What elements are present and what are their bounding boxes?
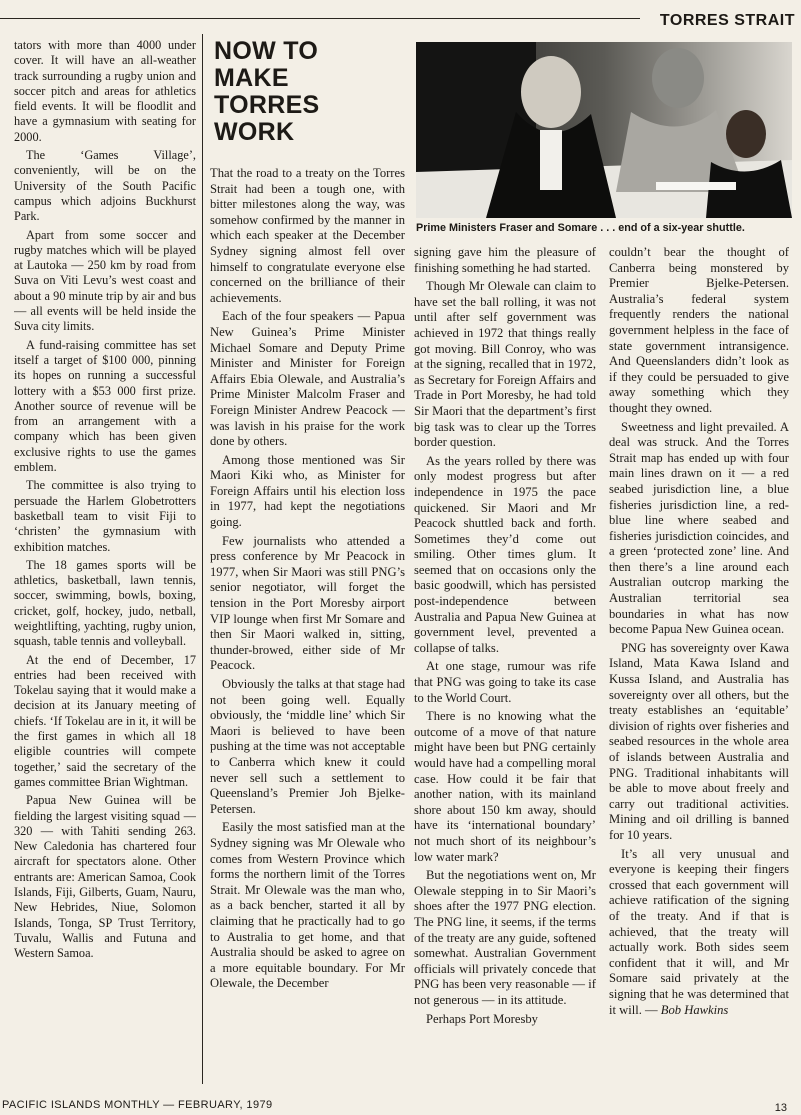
column-divider (202, 34, 203, 1084)
paragraph: Papua New Guinea will be fielding the largest visiting squad — 320 — with Tahiti sending 263. New Caledonia has chartered four aircraft for spectators alone. Other entrants are: American Samoa, Cook Islands, Fiji, Gilberts, Guam, Nauru, New Hebrides, Niue, Solomon Islands, Tonga, SP Trust Territory, Tuvalu, Wallis and Futuna and Western Samoa. (14, 793, 196, 961)
column-2 (210, 166, 405, 1081)
closing-paragraph-text: It’s all very unusual and everyone is keeping their fingers crossed that each government will achieve ratification of the signing of the treaty. And if that is achieved, that the treaty will actually work. Both sides seem confident that it will, and Mr Somare said privately at the signing that he was determined that it will. — (609, 846, 789, 1017)
paragraph: At the end of December, 17 entries had been received with Tokelau saying that it would make a decision at its January meeting of chiefs. ‘If Tokelau are in it, it will be the first games in which all 18 eligible countries will compete together,’ said the secretary of the games committee Brian Wightman. (14, 652, 196, 789)
paragraph: As the years rolled by there was only modest progress but after independence in 1975 the pace quickened. Sir Maori and Mr Peacock shuttled back and forth. Sometimes they’d come out smiling. Other times glum. It seemed that on occasions only the basic goodwill, which has persisted post-independence between Australia and Papua New Guinea at government level, prevented a collapse of talks. (414, 453, 596, 655)
headline-line: MAKE (214, 64, 289, 92)
column-3 (414, 245, 596, 1080)
column-4 (609, 245, 789, 1080)
byline: Bob Hawkins (660, 1002, 729, 1017)
news-photo (416, 42, 792, 218)
paragraph: There is no knowing what the outcome of a move of that nature might have been but PNG certainly would have had a compelling moral case. How could it be fair that another nation, with its mainland shore about 150 km away, should have its ‘international boundary’ not much short of its neighbour’s low water mark? (414, 709, 596, 864)
paragraph: The committee is also trying to persuade the Harlem Globetrotters basketball team to visit Fiji to ‘christen’ the gymnasium with exhibition matches. (14, 478, 196, 554)
photo-caption: Prime Ministers Fraser and Somare . . . end of a six-year shuttle. (416, 222, 745, 234)
top-rule (0, 18, 640, 19)
paragraph: That the road to a treaty on the Torres Strait had been a tough one, with bitter milestones along the way, was somehow confirmed by the manner in which each speaker at the December Sydney signing almost fell over himself to congratulate everyone else concerned on the brilliance of their achievements. (210, 166, 405, 305)
paragraph: tators with more than 4000 under cover. It will have an all-weather track surrounding a rugby union and soccer pitch and areas for athletics field events. It will be floodlit and have a gymnasium with seating for 2000. (14, 38, 196, 144)
headline-line: TORRES (214, 91, 320, 119)
paragraph: Each of the four speakers — Papua New Guinea’s Prime Minister Michael Somare and Deputy Prime Minister and Minister for Foreign Affairs Ebia Olewale, and Australia’s Prime Minister Malcolm Fraser and Foreign Minister Andrew Peacock — was lavish in his praise for the work done by others. (210, 309, 405, 449)
paragraph: Among those mentioned was Sir Maori Kiki who, as Minister for Foreign Affairs until his election loss in 1977, had kept the negotiations going. (210, 452, 405, 530)
paragraph: At one stage, rumour was rife that PNG was going to take its case to the World Court. (414, 659, 596, 705)
paragraph: The 18 games sports will be athletics, basketball, lawn tennis, soccer, swimming, bowls, boxing, cricket, golf, hockey, judo, netball, weightlifting, yachting, rugby union, squash, table tennis and volleyball. (14, 557, 196, 649)
paragraph (609, 847, 789, 1019)
column-1 (14, 38, 196, 1078)
paragraph: Obviously the talks at that stage had not been going well. Equally obviously, the ‘middle line’ which Sir Maori is believed to have been pushing at the time was not acceptable to Canberra which knew it could never sell such a settlement to Queensland’s Premier Joh Bjelke-Petersen. (210, 677, 405, 816)
paragraph: A fund-raising committee has set itself a target of $100 000, pinning its hopes on running a successful lottery with a $53 000 first prize. Another source of revenue will be from an arrangement with a company which has been given exclusive rights to use the games emblem. (14, 337, 196, 475)
paragraph: Apart from some soccer and rugby matches which will be played at Lautoka — 250 km by road from Suva on Viti Levu’s west coast and about a 90 minute trip by air and bus — all events will be held inside the Suva city limits. (14, 227, 196, 334)
paragraph: signing gave him the pleasure of finishing something he had started. (414, 245, 596, 275)
photo-illustration (416, 42, 792, 218)
headline-line: WORK (214, 118, 295, 146)
paragraph: Easily the most satisfied man at the Sydney signing was Mr Olewale who comes from Western Province which forms the northern limit of the Torres Strait. Mr Olewale was the man who, as a back bencher, started it all by claiming that he practically had to go to Australia to get home, and that Australia should be asked to agree on a more equitable boundary. For Mr Olewale, the December (210, 820, 405, 991)
paragraph: The ‘Games Village’, conveniently, will be on the University of the South Pacific campus which adjoins Buckhurst Park. (14, 148, 196, 224)
paragraph: couldn’t bear the thought of Canberra being monstered by Premier Bjelke-Petersen. Australia’s federal system frequently renders the national government helpless in the face of state government intransigence. And Queenslanders didn’t look as if they could be persuaded to give away something which they thought they owned. (609, 245, 789, 415)
paragraph: But the negotiations went on, Mr Olewale stepping in to Sir Maori’s shoes after the 1977 PNG election. The PNG line, it seems, if the terms of the treaty are any guide, softened somewhat. Australian Government officials will privately concede that PNG has been very reasonable — if not generous — in its attitude. (414, 868, 596, 1007)
paragraph: Though Mr Olewale can claim to have set the ball rolling, it was not until after self government was achieved in 1972 that things really got moving. Bill Conroy, who was at the signing, recalled that in 1972, as Secretary for Foreign Affairs and Trade in Port Moresby, he had told Sir Maori that the department’s first big task was to clear up the Torres border question. (414, 279, 596, 450)
paragraph: PNG has sovereignty over Kawa Island, Mata Kawa Island and Kussa Island, and Australia has sovereignty over all others, but the treaty establishes an ‘equitable’ division of rights over fisheries and seabed resources in the whole area of islands between Australia and PNG. Traditional inhabitants will be able to move about freely and carry out traditional activities. Mining and oil drilling is banned for 10 years. (609, 640, 789, 842)
paragraph: Perhaps Port Moresby (426, 1011, 538, 1026)
page-number: 13 (774, 1102, 787, 1114)
section-label: TORRES STRAIT (659, 12, 795, 29)
headline (214, 38, 404, 146)
footer-publication: PACIFIC ISLANDS MONTHLY — FEBRUARY, 1979 (2, 1099, 273, 1111)
headline-line: NOW TO (214, 37, 319, 65)
paragraph: Sweetness and light prevailed. A deal was struck. And the Torres Strait map has ended up with four main lines drawn on it — a red seabed jurisdiction line, a blue fisheries jurisdiction line, a red-blue line where seabed and fisheries jurisdiction coincides, and a green ‘protected zone’ line. And then there’s a line around each Australian outcrop marking the Australian territorial sea boundaries in what has now become Papua New Guinea ocean. (609, 419, 789, 637)
paragraph: Few journalists who attended a press conference by Mr Peacock in 1977, when Sir Maori was still PNG’s senior negotiator, will forget the tension in the Port Moresby airport VIP lounge when first Mr Somare and then Sir Maori walked in, sitting, thunder-browed, either side of Mr Peacock. (210, 533, 405, 673)
